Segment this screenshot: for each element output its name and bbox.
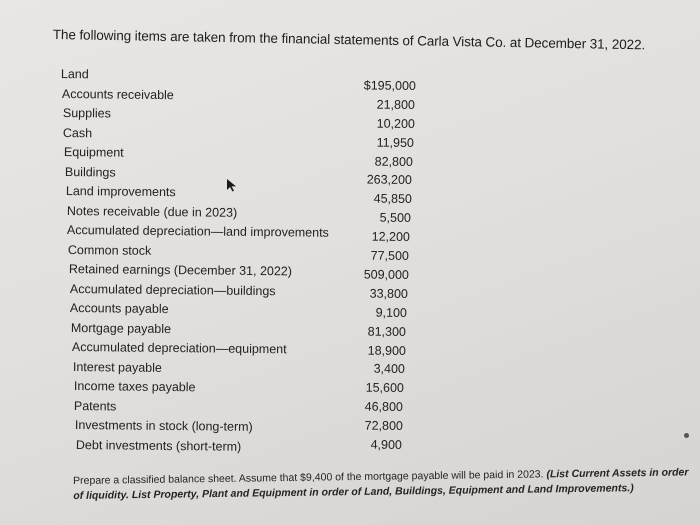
item-label: Supplies [62, 106, 111, 121]
item-value: 5,500 [379, 210, 411, 226]
item-label: Buildings [64, 164, 116, 180]
item-label: Retained earnings (December 31, 2022) [68, 262, 292, 279]
item-label: Accumulated depreciation—land improvements [67, 223, 330, 240]
item-label: Interest payable [72, 359, 162, 375]
item-value: 12,200 [371, 229, 411, 245]
item-label: Land [60, 67, 89, 82]
item-value: 15,600 [365, 380, 405, 396]
item-label: Accounts payable [70, 301, 170, 317]
item-label: Income taxes payable [73, 379, 196, 395]
item-value: 9,100 [375, 305, 408, 320]
item-label: Notes receivable (due in 2023) [66, 203, 237, 220]
item-value: 33,800 [369, 286, 408, 301]
item-value: 11,950 [376, 135, 414, 150]
instructions-emphasis: (List Current Assets in order of liquidity. List Property, Plant and Equipment in order of Land, Buildings, Equipment and Land Improvements.) [73, 466, 689, 502]
instructions-main: Prepare a classified balance sheet. Assume that $9,400 of the mortgage payable will be paid in 2023. [73, 468, 547, 487]
item-label: Accumulated depreciation—equipment [71, 340, 287, 357]
item-label: Mortgage payable [71, 320, 172, 336]
item-label: Cash [63, 125, 93, 140]
item-value: 10,200 [376, 116, 415, 131]
item-value: 46,800 [365, 399, 404, 415]
item-value: 263,200 [366, 172, 413, 188]
item-value: $195,000 [363, 78, 416, 93]
item-value: 21,800 [376, 97, 416, 112]
dust-speck [684, 433, 689, 438]
mouse-pointer-icon [226, 178, 238, 192]
item-label: Debt investments (short-term) [75, 438, 242, 454]
item-value: 18,900 [367, 343, 406, 358]
item-value: 81,300 [368, 324, 407, 339]
instructions-text [73, 465, 693, 504]
item-value: 82,800 [374, 154, 414, 169]
item-label: Land improvements [65, 184, 176, 200]
item-value: 3,400 [373, 362, 405, 377]
item-label: Common stock [67, 242, 152, 258]
item-label: Patents [74, 398, 117, 414]
item-value: 45,850 [373, 191, 412, 207]
item-value: 4,900 [370, 437, 402, 452]
page-heading: The following items are taken from the financial statements of Carla Vista Co. at December 31, 2022. [52, 27, 646, 53]
item-value: 77,500 [370, 248, 410, 264]
item-label: Accounts receivable [61, 86, 174, 102]
item-value: 509,000 [363, 267, 409, 282]
item-value: 72,800 [364, 418, 403, 434]
item-label: Investments in stock (long-term) [75, 418, 254, 435]
item-label: Accumulated depreciation—buildings [69, 281, 276, 298]
item-label: Equipment [64, 145, 124, 160]
